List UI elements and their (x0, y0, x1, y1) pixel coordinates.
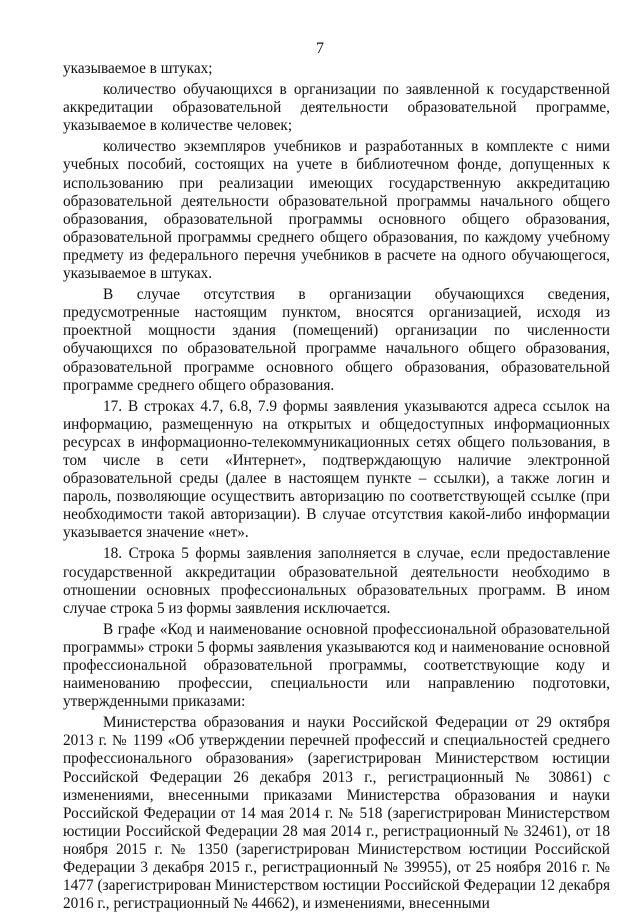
paragraph-3: количество экземпляров учебников и разработанных в комплекте с ними учебных пособий, состоящих на учете в библиотечном фонде, допущенных к использованию при реализации имеющих государственную аккредитацию образовательной деятельности образовательной программы начального общего образования, образовательной программы основного общего образования, образовательной программы среднего общего образования, по каждому учебному предмету из федерального перечня учебников в расчете на одного обучающегося, указываемое в штуках. (63, 138, 610, 283)
paragraph-8: Министерства образования и науки Российской Федерации от 29 октября 2013 г. № 1199 «Об утверждении перечней профессий и специальностей среднего профессионального образования» (зарегистрирован Министерством юстиции Российской Федерации 26 декабря 2013 г., регистрационный № 30861) с изменениями, внесенными приказами Министерства образования и науки Российской Федерации от 14 мая 2014 г. № 518 (зарегистрирован Министерством юстиции Российской Федерации 28 мая 2014 г., регистрационный № 32461), от 18 ноября 2015 г. № 1350 (зарегистрирован Министерством юстиции Российской Федерации 3 декабря 2015 г., регистрационный № 39955), от 25 ноября 2016 г. № 1477 (зарегистрирован Министерством юстиции Российской Федерации 12 декабря 2016 г., регистрационный № 44662), и изменениями, внесенными (63, 714, 610, 913)
paragraph-6: 18. Строка 5 формы заявления заполняется в случае, если предоставление государственной аккредитации образовательной деятельности необходимо в отношении основных профессиональных образовательных программ. В ином случае строка 5 из формы заявления исключается. (63, 545, 610, 617)
page-number: 7 (316, 40, 324, 57)
paragraph-7: В графе «Код и наименование основной профессиональной образовательной программы» строки 5 формы заявления указываются код и наименование основной профессиональной образовательной программы, соответствующие коду и наименованию профессии, специальности или направлению подготовки, утвержденными приказами: (63, 620, 610, 711)
page-body (63, 60, 610, 916)
paragraph-5: 17. В строках 4.7, 6.8, 7.9 формы заявления указываются адреса ссылок на информацию, размещенную на открытых и общедоступных информационных ресурсах в информационно-телекоммуникационных сетях общего пользования, в том числе в сети «Интернет», подтверждающую наличие электронной образовательной среды (далее в настоящем пункте – ссылки), а также логин и пароль, позволяющие осуществить авторизацию по соответствующей ссылке (при необходимости такой авторизации). В случае отсутствия какой-либо информации указывается значение «нет». (63, 397, 610, 542)
paragraph-2: количество обучающихся в организации по заявленной к государственной аккредитации образовательной деятельности образовательной программе, указываемое в количестве человек; (63, 81, 610, 135)
paragraph-1: указываемое в штуках; (63, 60, 213, 77)
paragraph-4: В случае отсутствия в организации обучающихся сведения, предусмотренные настоящим пунктом, вносятся организацией, исходя из проектной мощности здания (помещений) организации по численности обучающихся по образовательной программе начального общего образования, образовательной программе основного общего образования, образовательной программе среднего общего образования. (63, 286, 610, 394)
